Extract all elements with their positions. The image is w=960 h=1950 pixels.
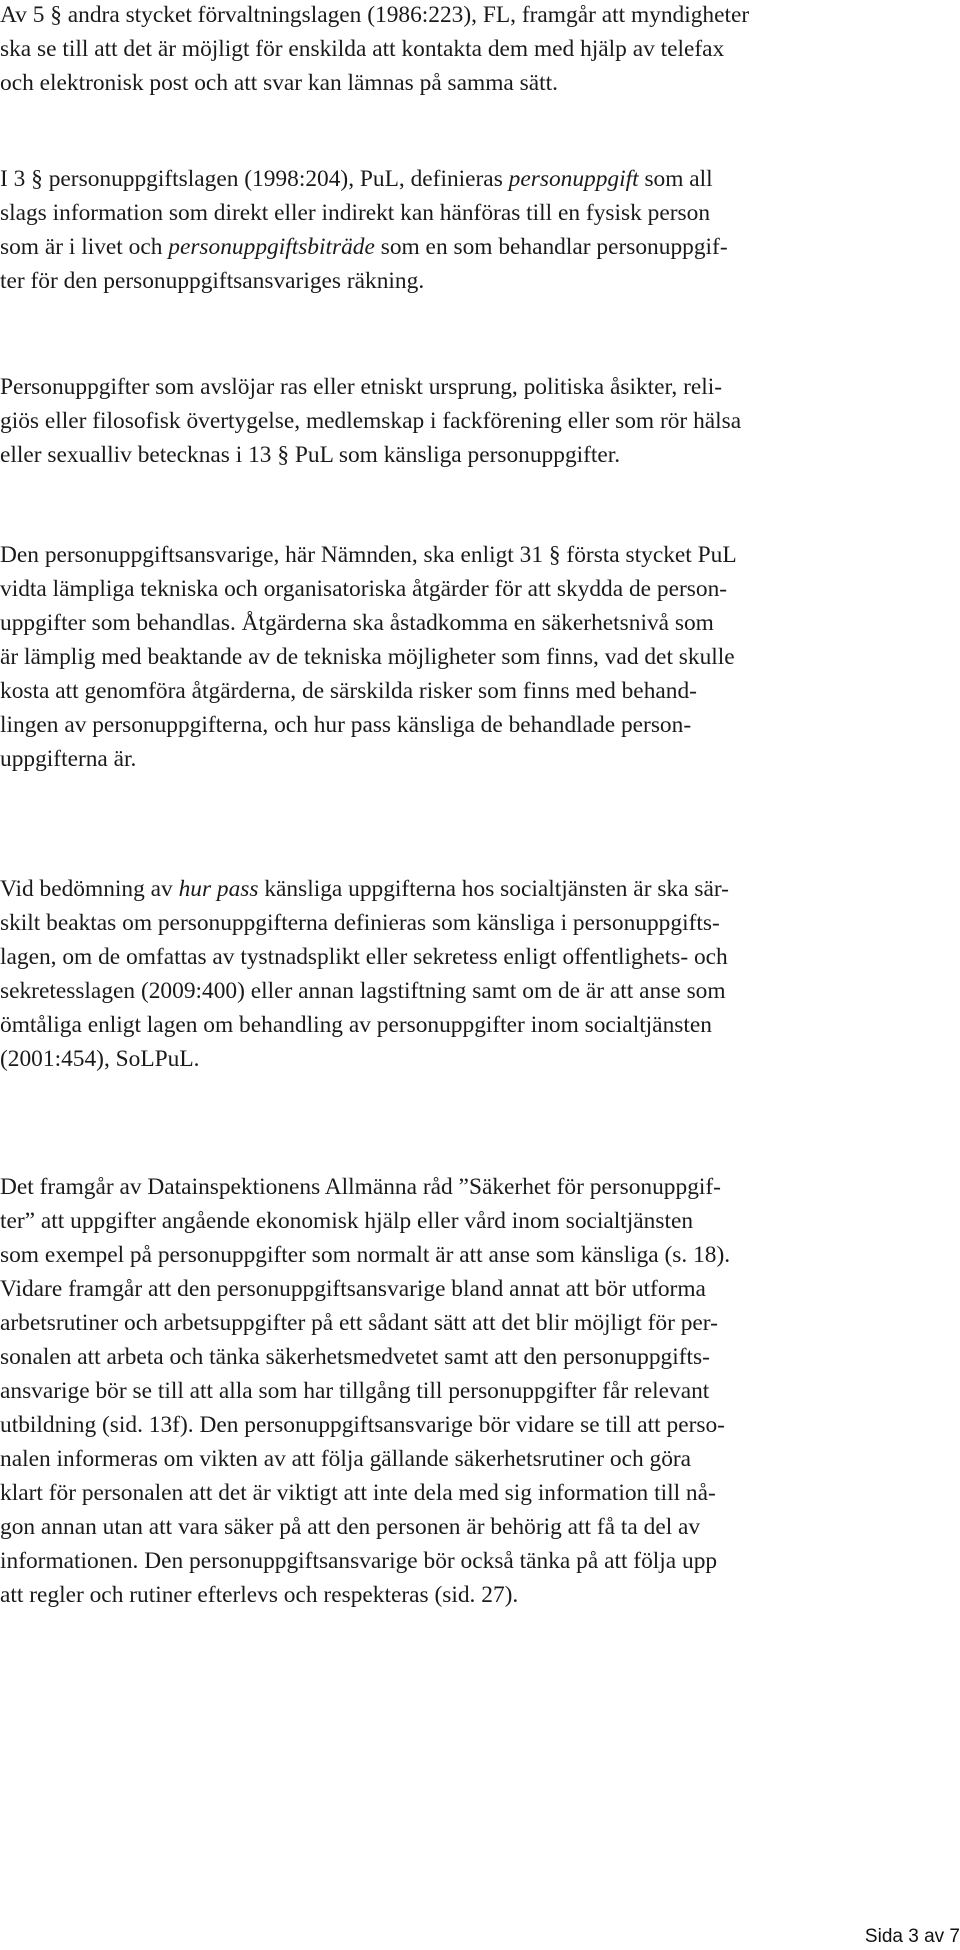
text-segment: som en som behandlar personuppgif- (374, 234, 728, 260)
text-line: uppgifter som behandlas. Åtgärderna ska åstadkomma en säkerhetsnivå som (0, 610, 714, 636)
text-line: och elektronisk post och att svar kan lämnas på samma sätt. (0, 70, 558, 96)
text-line: ömtåliga enligt lagen om behandling av personuppgifter inom socialtjänsten (0, 1012, 712, 1038)
text-line: informationen. Den personuppgiftsansvarige bör också tänka på att följa upp (0, 1548, 718, 1574)
text-line: (2001:454), SoLPuL. (0, 1046, 200, 1072)
text-segment: känsliga uppgifterna hos socialtjänsten är ska sär- (258, 876, 729, 902)
text-line: Personuppgifter som avslöjar ras eller etniskt ursprung, politiska åsikter, reli- (0, 374, 723, 400)
text-line: sekretesslagen (2009:400) eller annan lagstiftning samt om de är att anse som (0, 978, 726, 1004)
text-line: lagen, om de omfattas av tystnadsplikt eller sekretess enligt offentlighets- och (0, 944, 728, 970)
text-line: lingen av personuppgifterna, och hur pass känsliga de behandlade person- (0, 712, 692, 738)
text-line: gon annan utan att vara säker på att den personen är behörig att få ta del av (0, 1514, 701, 1540)
text-line: Den personuppgiftsansvarige, här Nämnden, ska enligt 31 § första stycket PuL (0, 542, 737, 568)
text-line: är lämplig med beaktande av de tekniska möjligheter som finns, vad det skulle (0, 644, 735, 670)
text-line: ansvarige bör se till att alla som har tillgång till personuppgifter får relevant (0, 1378, 710, 1404)
text-segment: som är i livet och (0, 234, 169, 260)
text-line: ter för den personuppgiftsansvariges räkning. (0, 268, 425, 294)
text-line: sonalen att arbeta och tänka säkerhetsmedvetet samt att den personuppgifts- (0, 1344, 710, 1370)
text-line: slags information som direkt eller indirekt kan hänföras till en fysisk person (0, 200, 711, 226)
text-line: giös eller filosofisk övertygelse, medlemskap i fackförening eller som rör hälsa (0, 408, 742, 434)
text-line: vidta lämpliga tekniska och organisatoriska åtgärder för att skydda de person- (0, 576, 728, 602)
text-segment: I 3 § personuppgiftslagen (1998:204), PuL, definieras (0, 166, 509, 192)
text-line: eller sexualliv betecknas i 13 § PuL som känsliga personuppgifter. (0, 442, 621, 468)
text-line: som exempel på personuppgifter som normalt är att anse som känsliga (s. 18). (0, 1242, 731, 1268)
text-line: Av 5 § andra stycket förvaltningslagen (1986:223), FL, framgår att myndigheter (0, 2, 750, 28)
defined-term: personuppgiftsbiträde (168, 234, 375, 260)
text-line: att regler och rutiner efterlevs och respekteras (sid. 27). (0, 1582, 519, 1608)
text-segment: som all (638, 166, 713, 192)
text-line: uppgifterna är. (0, 746, 137, 772)
text-line: kosta att genomföra åtgärderna, de särskilda risker som finns med behand- (0, 678, 697, 704)
text-line (0, 874, 729, 904)
text-segment: Vid bedömning av (0, 876, 179, 902)
emphasized-text: hur pass (178, 876, 259, 902)
text-line: ska se till att det är möjligt för enskilda att kontakta dem med hjälp av telefax (0, 36, 725, 62)
text-line: Vidare framgår att den personuppgiftsansvarige bland annat att bör utforma (0, 1276, 706, 1302)
text-line: nalen informeras om vikten av att följa gällande säkerhetsrutiner och göra (0, 1446, 692, 1472)
text-line (0, 232, 728, 262)
page-number: Sida 3 av 7 (864, 1926, 960, 1947)
text-line: skilt beaktas om personuppgifterna definieras som känsliga i personuppgifts- (0, 910, 720, 936)
text-line: ter” att uppgifter angående ekonomisk hjälp eller vård inom socialtjänsten (0, 1208, 694, 1234)
text-line (0, 164, 713, 194)
defined-term: personuppgift (508, 166, 639, 192)
text-line: Det framgår av Datainspektionens Allmänna råd ”Säkerhet för personuppgif- (0, 1174, 721, 1200)
text-line: utbildning (sid. 13f). Den personuppgiftsansvarige bör vidare se till att perso- (0, 1412, 725, 1438)
text-line: arbetsrutiner och arbetsuppgifter på ett sådant sätt att det blir möjligt för per- (0, 1310, 718, 1336)
text-line: klart för personalen att det är viktigt att inte dela med sig information till nå- (0, 1480, 716, 1506)
